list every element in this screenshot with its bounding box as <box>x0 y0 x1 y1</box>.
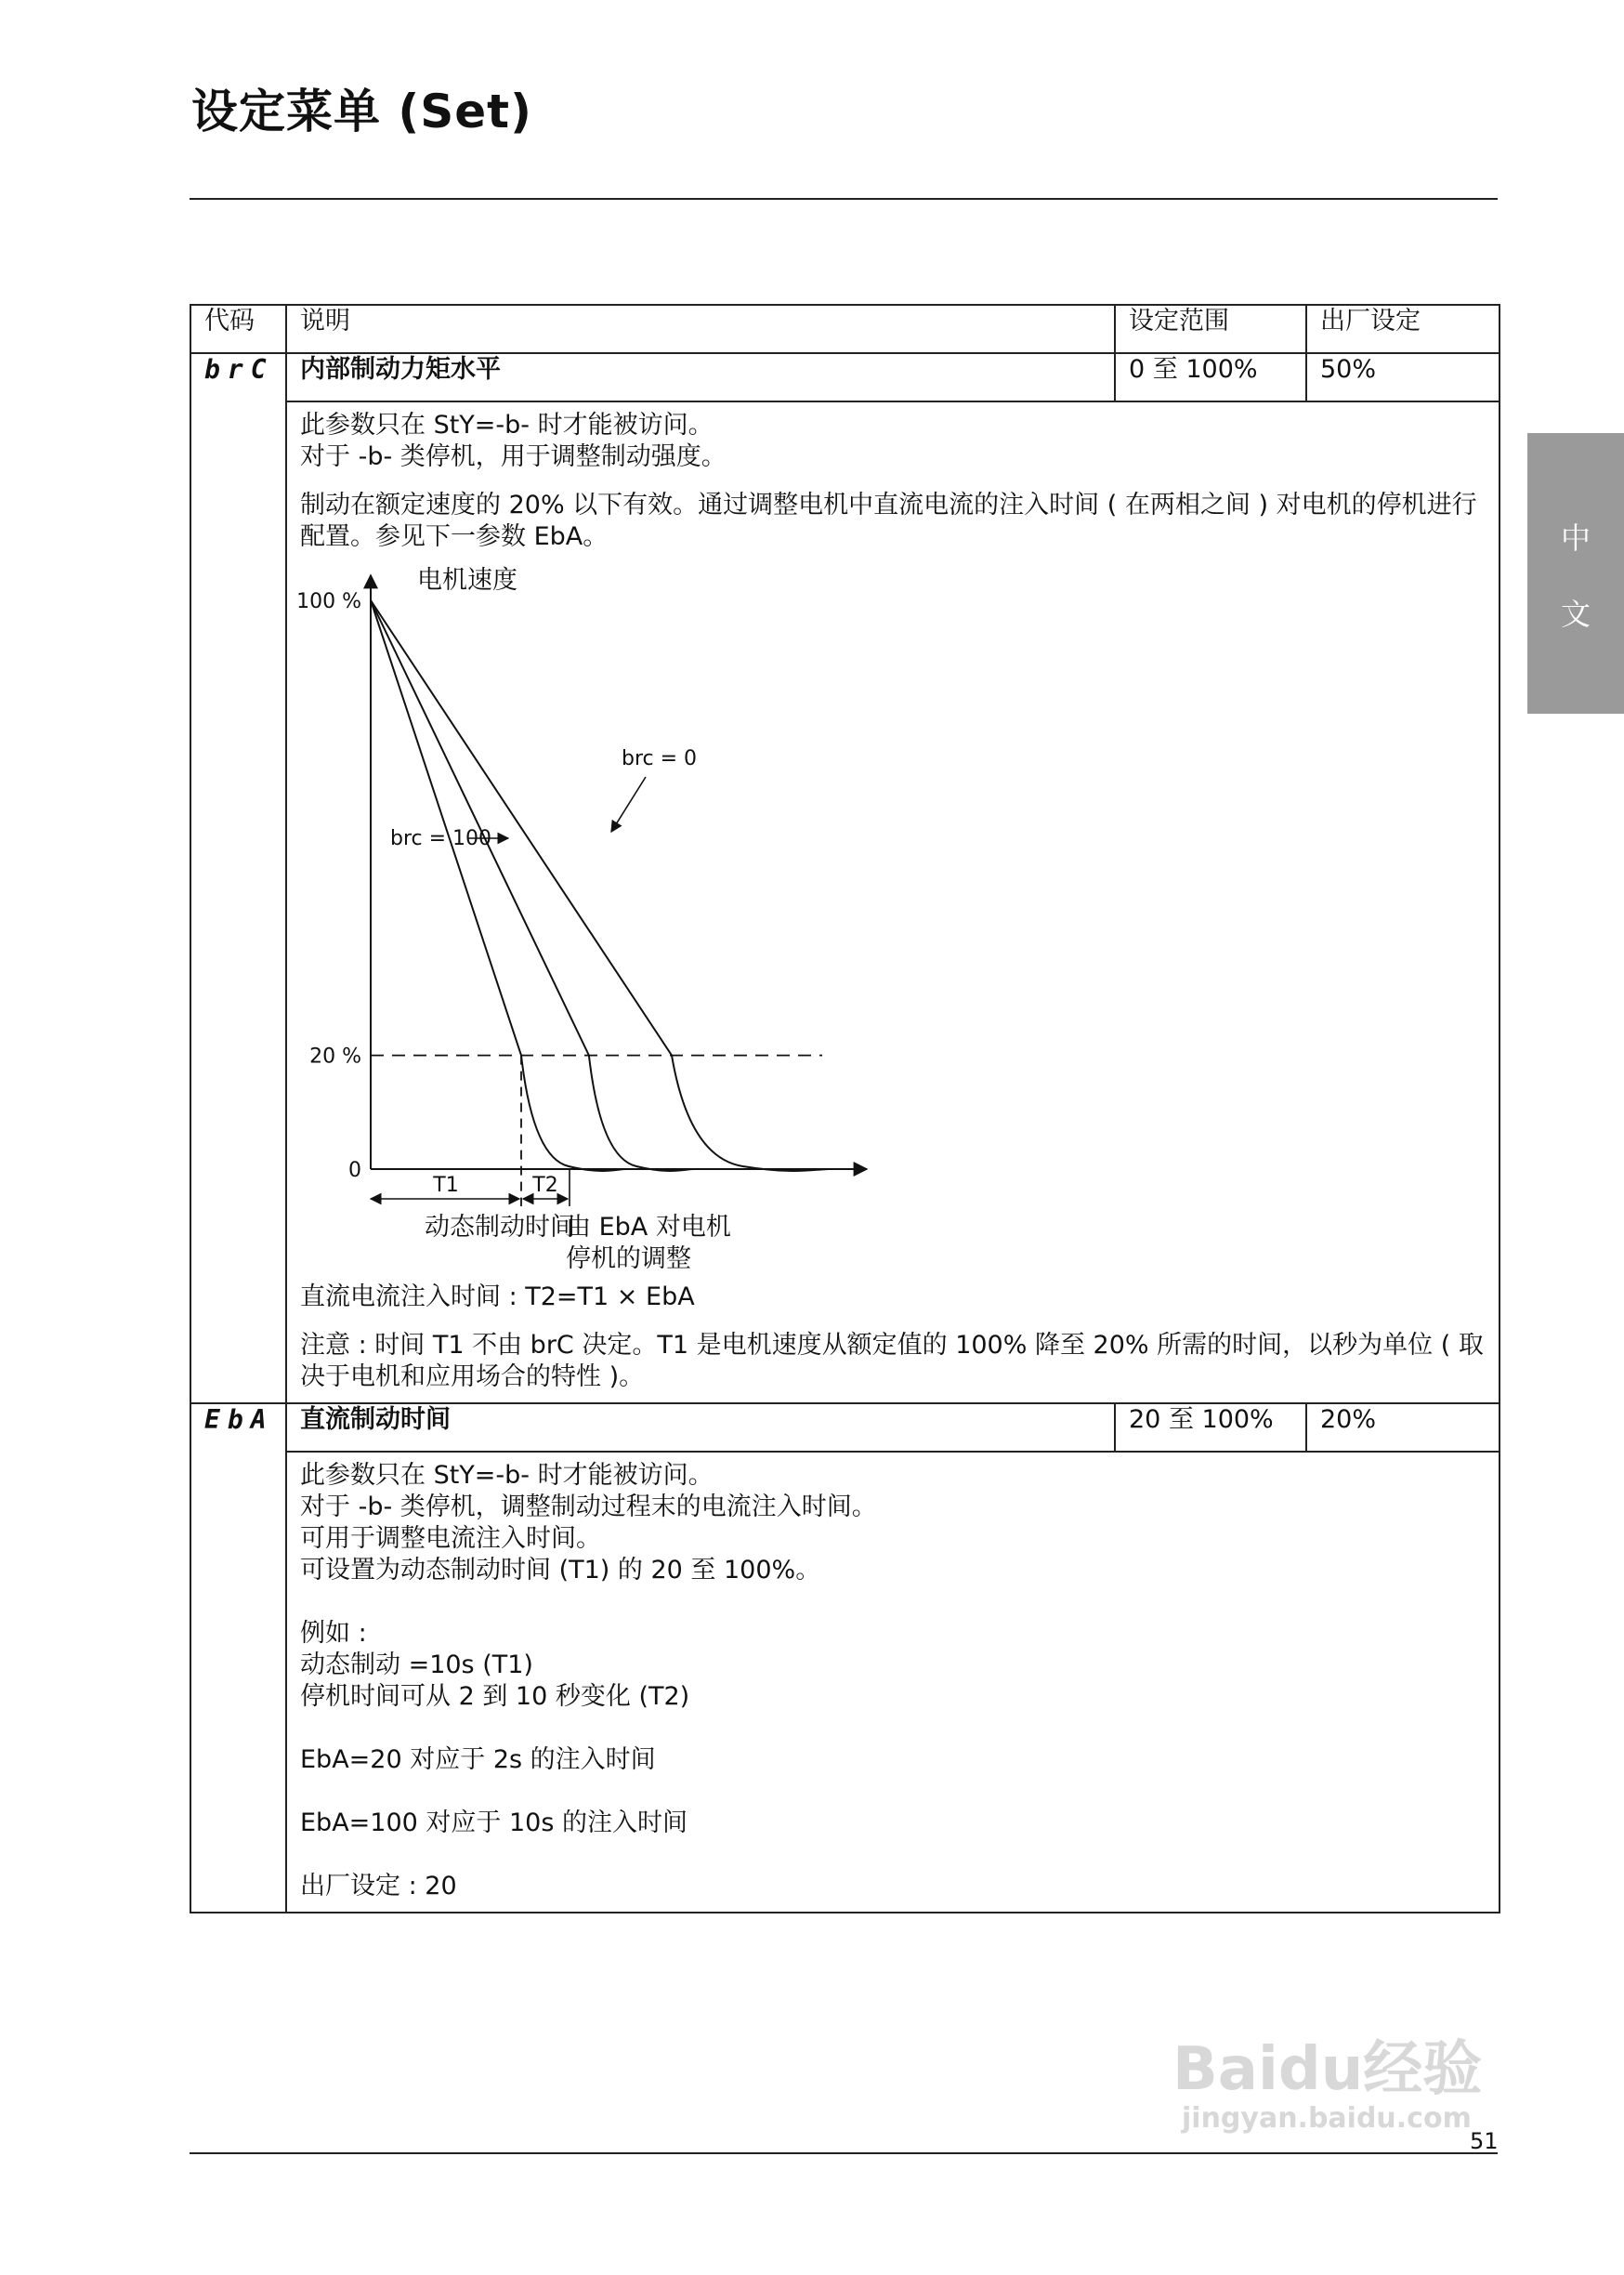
caption-t1: 动态制动时间 <box>425 1213 575 1242</box>
example-line: 例如 : <box>300 1619 367 1648</box>
param-name-brc: 内部制动力矩水平 <box>286 353 1115 401</box>
watermark-url: jingyan.baidu.com <box>1182 2102 1472 2135</box>
header-desc: 说明 <box>286 305 1115 353</box>
table-header-row <box>190 305 1500 353</box>
page-title: 设定菜单 (Set) <box>191 85 532 138</box>
chart-title: 电机速度 <box>417 566 517 595</box>
y-label-100: 100 % <box>296 590 361 613</box>
header-range: 设定范围 <box>1115 305 1306 353</box>
param-desc-eba <box>286 1452 1500 1913</box>
language-tab-char-2: 文 <box>1560 597 1591 632</box>
series-line-brc-100 <box>371 600 626 1171</box>
parameter-table <box>190 304 1500 1913</box>
y-label-0: 0 <box>348 1159 361 1182</box>
interval-label-t1: T1 <box>433 1174 459 1197</box>
eba-20-line: EbA=20 对应于 2s 的注入时间 <box>300 1745 656 1774</box>
desc-line: 此参数只在 StY=-b- 时才能被访问。 <box>300 1461 714 1490</box>
desc-line: 可设置为动态制动时间 (T1) 的 20 至 100%。 <box>300 1556 821 1585</box>
param-code-cell <box>190 353 286 1403</box>
param-desc-row-brc <box>190 401 1500 1403</box>
interval-label-t2: T2 <box>532 1174 558 1197</box>
label-brc-0: brc = 0 <box>622 747 698 770</box>
param-desc-brc <box>286 401 1500 1403</box>
footer-rule <box>190 2152 1498 2154</box>
caption-t2-line1: 由 EbA 对电机 <box>566 1213 731 1242</box>
braking-chart <box>296 566 1229 1273</box>
param-code-cell <box>190 1403 286 1913</box>
series-line-brc-0 <box>371 600 830 1171</box>
watermark-brand: Baidu经验 <box>1172 2035 1483 2104</box>
param-code-brc: brC <box>204 354 274 385</box>
label-brc-100: brc = 100 <box>390 827 492 850</box>
formula-line: 直流电流注入时间 : T2=T1 × EbA <box>300 1282 695 1311</box>
braking-chart-svg <box>296 566 1229 1273</box>
param-factory-eba: 20% <box>1306 1403 1500 1452</box>
watermark <box>1172 2037 1482 2136</box>
param-factory-brc: 50% <box>1306 353 1500 401</box>
y-label-20: 20 % <box>309 1045 361 1069</box>
desc-line: 此参数只在 StY=-b- 时才能被访问。 <box>300 411 714 440</box>
param-desc-row-eba <box>190 1452 1500 1913</box>
caption-t2-line2: 停机的调整 <box>566 1244 691 1273</box>
header-rule <box>190 198 1498 200</box>
series-line-brc-50 <box>371 600 694 1171</box>
example-line: 停机时间可从 2 到 10 秒变化 (T2) <box>300 1682 690 1711</box>
note-paragraph: 注意 : 时间 T1 不由 brC 决定。T1 是电机速度从额定值的 100% 降至 20% 所需的时间，以秒为单位 ( 取决于电机和应用场合的特性 )。 <box>300 1331 1484 1391</box>
language-tab <box>1527 433 1624 714</box>
desc-line: 对于 -b- 类停机，用于调整制动强度。 <box>300 442 727 471</box>
param-name-eba: 直流制动时间 <box>286 1403 1115 1452</box>
example-line: 动态制动 =10s (T1) <box>300 1650 533 1679</box>
param-row-brc <box>190 353 1500 401</box>
desc-line: 对于 -b- 类停机，调整制动过程末的电流注入时间。 <box>300 1493 877 1521</box>
param-row-eba <box>190 1403 1500 1452</box>
pointer-brc-0 <box>611 777 646 832</box>
page-number: 51 <box>1470 2128 1499 2154</box>
header-factory: 出厂设定 <box>1306 305 1500 353</box>
desc-line: 可用于调整电流注入时间。 <box>300 1524 601 1553</box>
factory-setting-line: 出厂设定 : 20 <box>300 1872 457 1900</box>
eba-100-line: EbA=100 对应于 10s 的注入时间 <box>300 1808 688 1837</box>
param-code-eba: EbA <box>204 1404 274 1435</box>
header-code: 代码 <box>190 305 286 353</box>
desc-paragraph: 制动在额定速度的 20% 以下有效。通过调整电机中直流电流的注入时间 ( 在两相之间 ) 对电机的停机进行配置。参见下一参数 EbA。 <box>300 491 1477 551</box>
param-range-brc: 0 至 100% <box>1115 353 1306 401</box>
param-range-eba: 20 至 100% <box>1115 1403 1306 1452</box>
language-tab-char-1: 中 <box>1560 520 1591 556</box>
